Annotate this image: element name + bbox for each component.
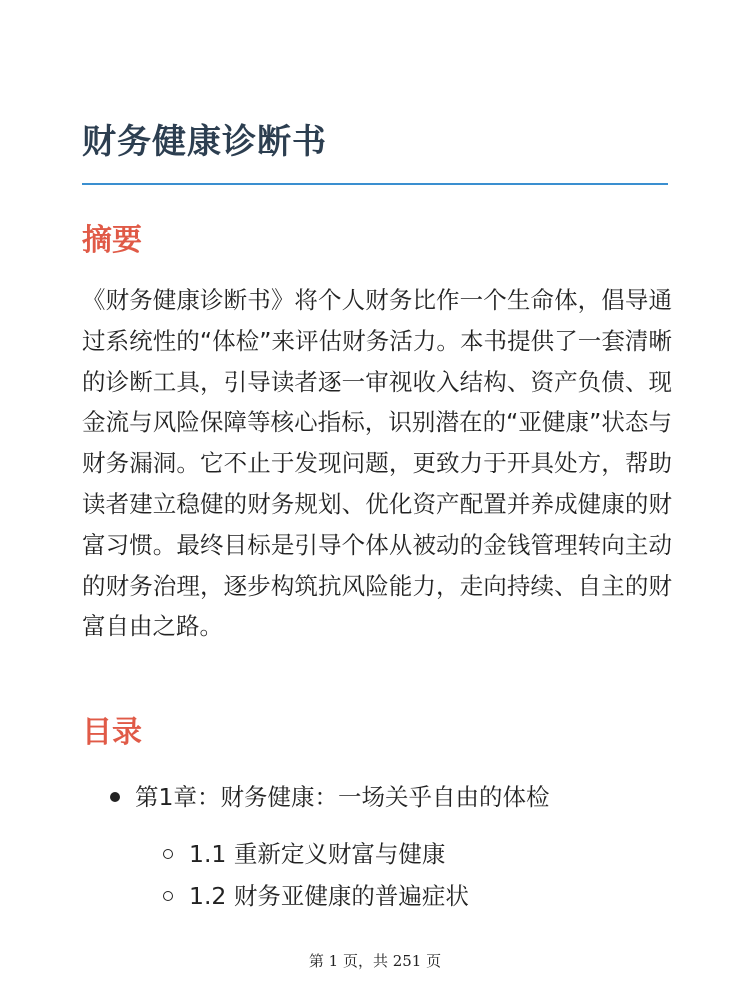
bullet-disc-icon (110, 792, 120, 802)
toc-chapter-1[interactable]: 第1章：财务健康：一场关乎自由的体检 (135, 783, 550, 811)
bullet-circle-icon (163, 891, 173, 901)
summary-heading: 摘要 (82, 223, 142, 258)
toc-section-1-2[interactable]: 1.2 财务亚健康的普遍症状 (189, 882, 469, 910)
page-footer: 第 1 页，共 251 页 (308, 952, 442, 970)
document-title: 财务健康诊断书 (82, 122, 327, 162)
summary-paragraph: 《财务健康诊断书》将个人财务比作一个生命体，倡导通过系统性的“体检”来评估财务活力。本书提供了一套清晰的诊断工具，引导读者逐一审视收入结构、资产负债、现金流与风险保障等核心指标，识别潜在的“亚健康”状态与财务漏洞。它不止于发现问题，更致力于开具处方，帮助读者建立稳健的财务规划、优化资产配置并养成健康的财富习惯。最终目标是引导个体从被动的金钱管理转向主动的财务治理，逐步构筑抗风险能力，走向持续、自主的财富自由之路。 (82, 286, 672, 641)
bullet-circle-icon (163, 849, 173, 859)
toc-heading: 目录 (82, 715, 142, 750)
toc-section-1-1[interactable]: 1.1 重新定义财富与健康 (189, 840, 446, 868)
title-divider (82, 183, 668, 185)
